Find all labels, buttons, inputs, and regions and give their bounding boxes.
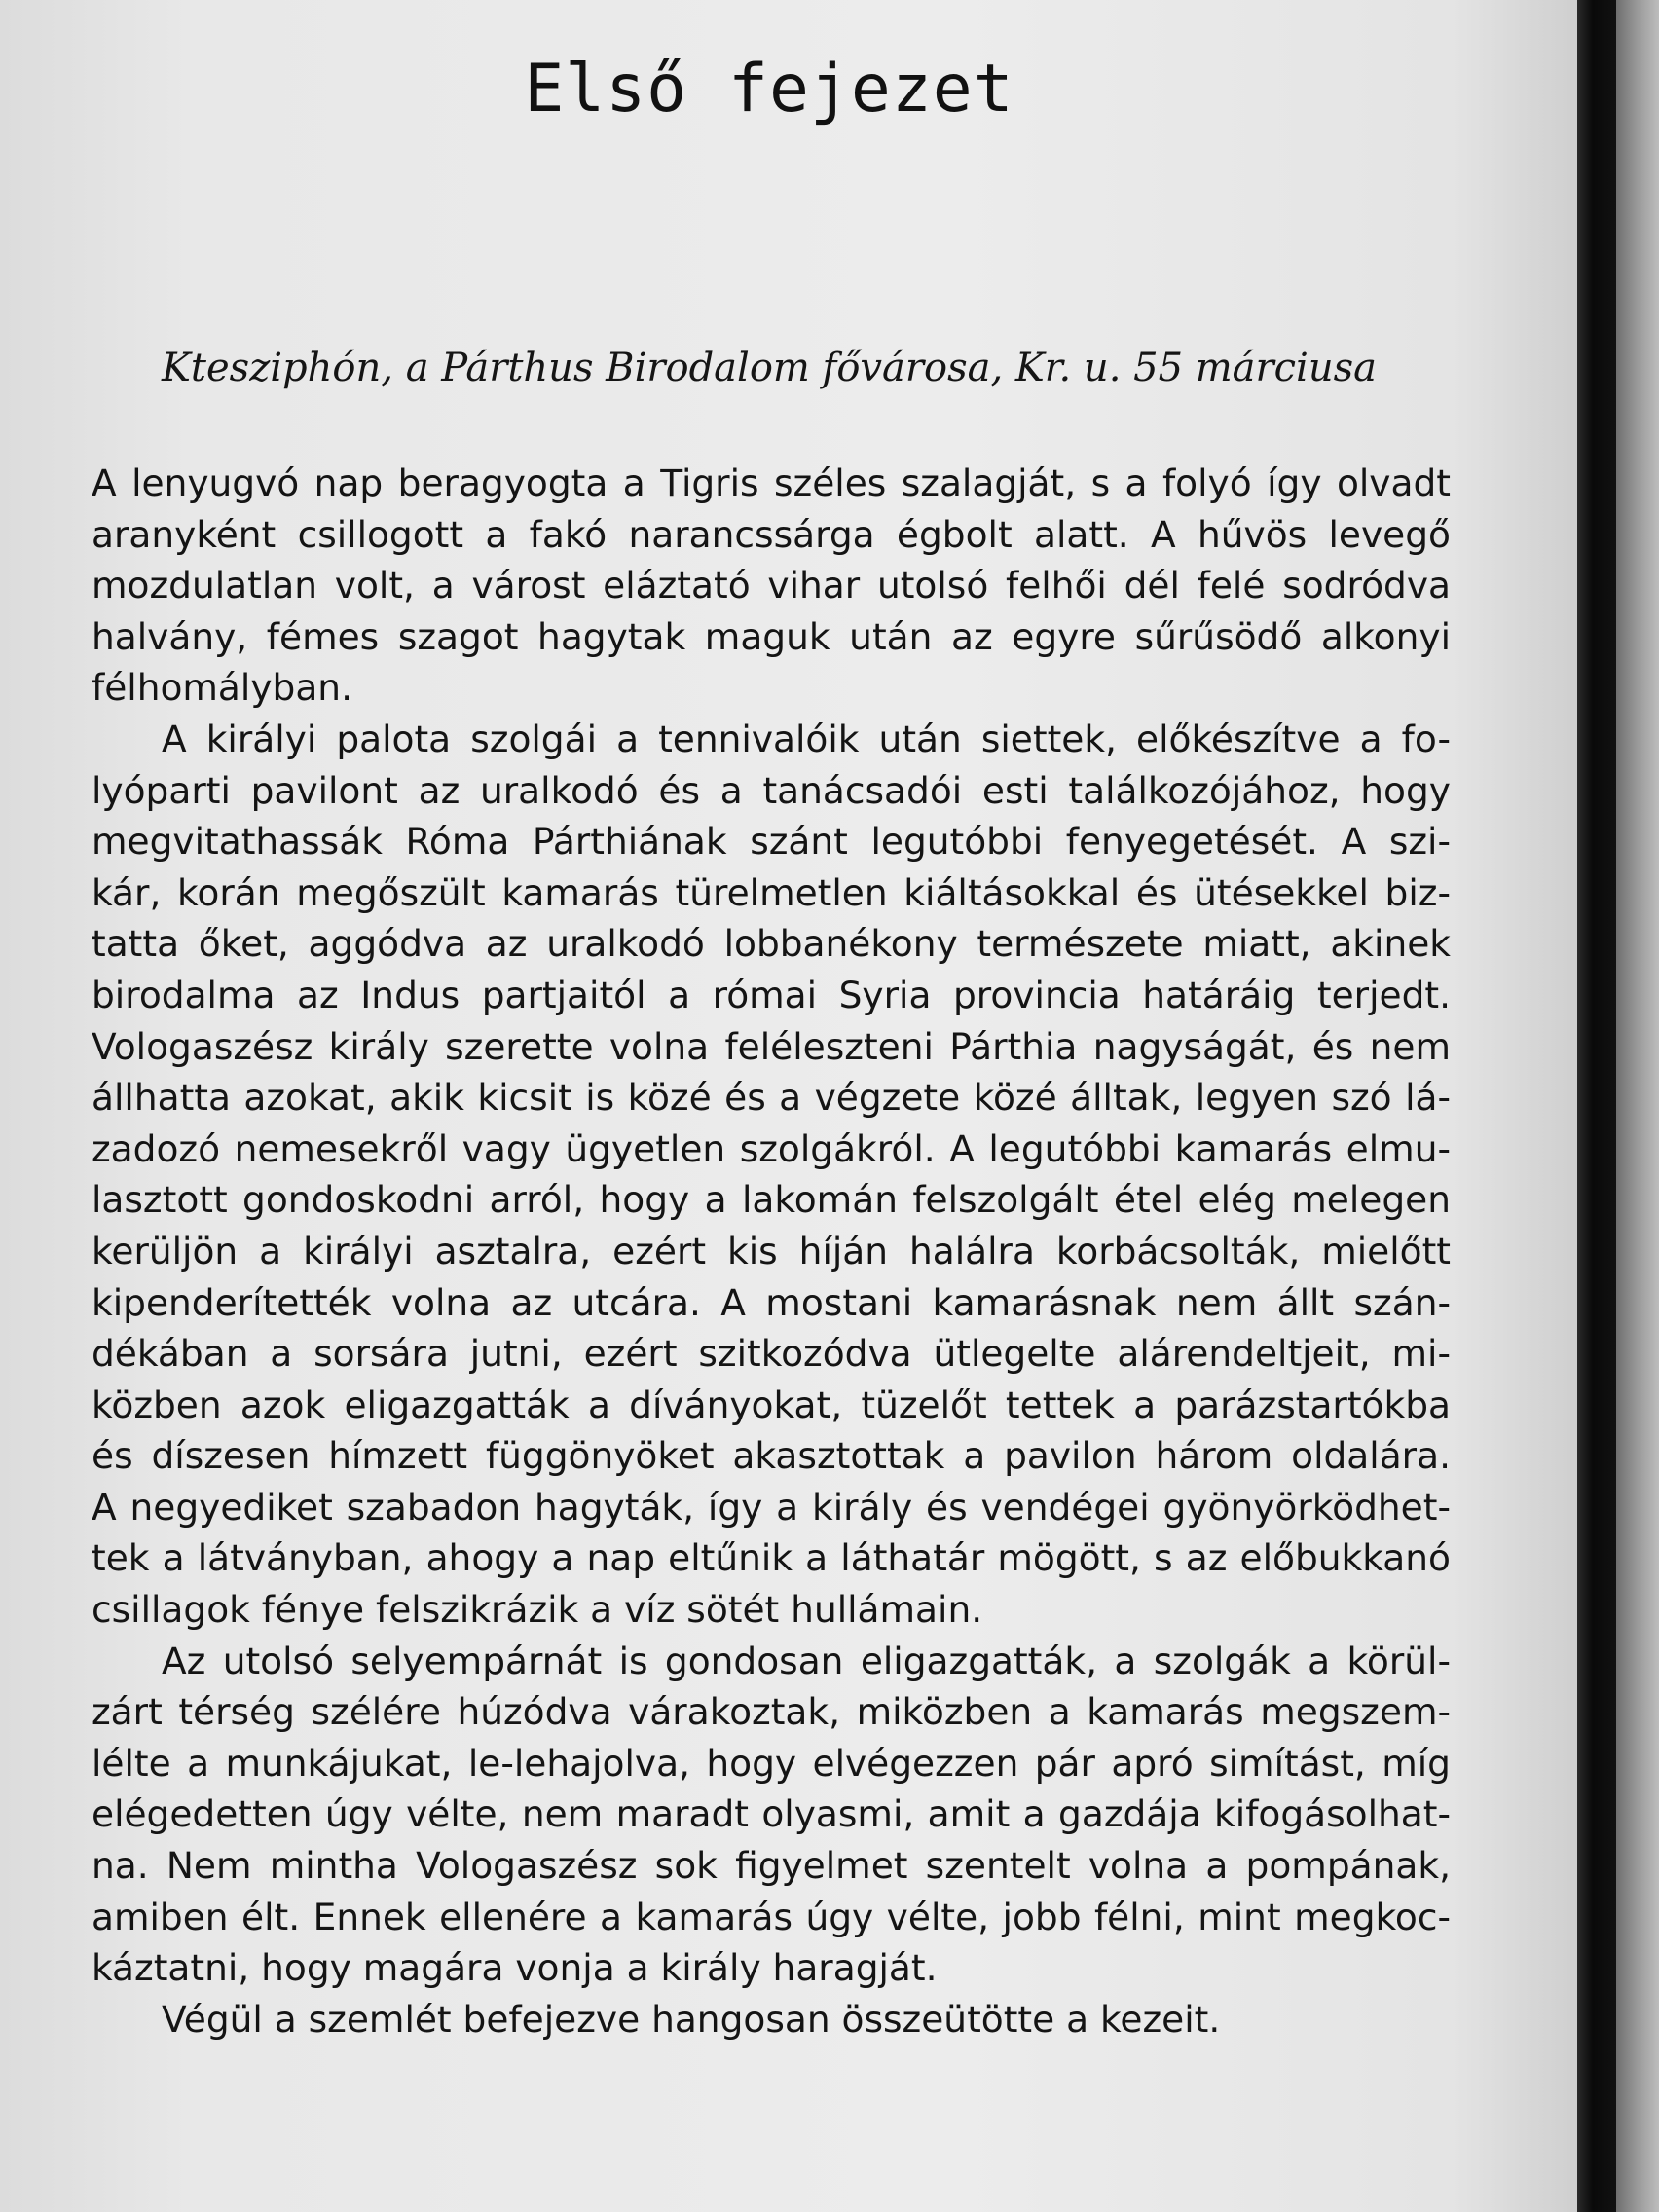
text-line: kerüljön a királyi asztalra, ezért kis híján halálra korbácsolták, mielőtt xyxy=(92,1229,1451,1272)
book-spine-shadow xyxy=(1577,0,1616,2212)
text-line: állhatta azokat, akik kicsit is közé és a végzete közé álltak, legyen szó lá- xyxy=(92,1076,1451,1120)
text-line: mozdulatlan volt, a várost eláztató vihar utolsó felhői dél felé sodródva xyxy=(92,564,1451,608)
chapter-subtitle: Ktesziphón, a Párthus Birodalom fővárosa, Kr. u. 55 márciusa xyxy=(162,346,1377,390)
text-line: A királyi palota szolgái a tennivalóik után siettek, előkészítve a fo- xyxy=(162,717,1451,760)
text-line: birodalma az Indus partjaitól a római Syria provincia határáig terjedt. xyxy=(92,973,1451,1016)
text-line: káztatni, hogy magára vonja a király haragját. xyxy=(92,1946,938,1990)
paragraph xyxy=(92,1636,1451,1994)
text-line: Az utolsó selyempárnát is gondosan eligazgatták, a szolgák a körül- xyxy=(162,1639,1451,1682)
text-line: zadozó nemesekről vagy ügyetlen szolgákról. A legutóbbi kamarás elmu- xyxy=(92,1126,1451,1170)
text-line: dékában a sorsára jutni, ezért szitkozódva ütlegelte alárendeltjeit, mi- xyxy=(92,1332,1451,1376)
text-line: és díszesen hímzett függönyöket akasztottak a pavilon három oldalára. xyxy=(92,1434,1451,1478)
page-edge xyxy=(1616,0,1659,2212)
text-line: A lenyugvó nap beragyogta a Tigris széles szalagját, s a folyó így olvadt xyxy=(92,461,1451,504)
text-line: közben azok eligazgatták a díványokat, tüzelőt tettek a parázstartókba xyxy=(92,1382,1451,1426)
text-line: amiben élt. Ennek ellenére a kamarás úgy vélte, jobb félni, mint megkoc- xyxy=(92,1895,1451,1938)
text-line: na. Nem mintha Vologaszész sok figyelmet szentelt volna a pompának, xyxy=(92,1844,1451,1888)
text-line: halvány, fémes szagot hagytak maguk után az egyre sűrűsödő alkonyi xyxy=(92,614,1451,658)
paragraph xyxy=(92,714,1451,1636)
paragraph xyxy=(92,458,1451,714)
text-line: kipenderítették volna az utcára. A mostani kamarásnak nem állt szán- xyxy=(92,1280,1451,1324)
text-line: elégedetten úgy vélte, nem maradt olyasmi, amit a gazdája kifogásolhat- xyxy=(92,1792,1451,1836)
text-line: lélte a munkájukat, le-lehajolva, hogy elvégezzen pár apró simítást, míg xyxy=(92,1741,1451,1785)
text-line: A negyediket szabadon hagyták, így a király és vendégei gyönyörködhet- xyxy=(92,1485,1451,1529)
text-line: megvitathassák Róma Párthiának szánt legutóbbi fenyegetését. A szi- xyxy=(92,820,1451,864)
paragraph xyxy=(92,1994,1451,2046)
text-line: zárt térség szélére húzódva várakoztak, miközben a kamarás megszem- xyxy=(92,1690,1451,1734)
body-text xyxy=(92,458,1451,2045)
text-line: Végül a szemlét befejezve hangosan összeütötte a kezeit. xyxy=(162,1997,1221,2041)
text-line: aranyként csillogott a fakó narancssárga égbolt alatt. A hűvös levegő xyxy=(92,512,1451,556)
text-line: félhomályban. xyxy=(92,666,352,710)
chapter-title: Első fejezet xyxy=(524,51,1014,128)
text-line: lyóparti pavilont az uralkodó és a tanácsadói esti találkozójához, hogy xyxy=(92,768,1451,812)
text-line: tek a látványban, ahogy a nap eltűnik a láthatár mögött, s az előbukkanó xyxy=(92,1536,1451,1580)
text-line: Vologaszész király szerette volna feléleszteni Párthia nagyságát, és nem xyxy=(92,1024,1451,1068)
text-line: csillagok fénye felszikrázik a víz sötét hullámain. xyxy=(92,1588,983,1632)
text-line: tatta őket, aggódva az uralkodó lobbanékony természete miatt, akinek xyxy=(92,922,1451,966)
text-line: lasztott gondoskodni arról, hogy a lakomán felszolgált étel elég melegen xyxy=(92,1178,1451,1222)
text-line: kár, korán megőszült kamarás türelmetlen kiáltásokkal és ütésekkel biz- xyxy=(92,870,1451,914)
